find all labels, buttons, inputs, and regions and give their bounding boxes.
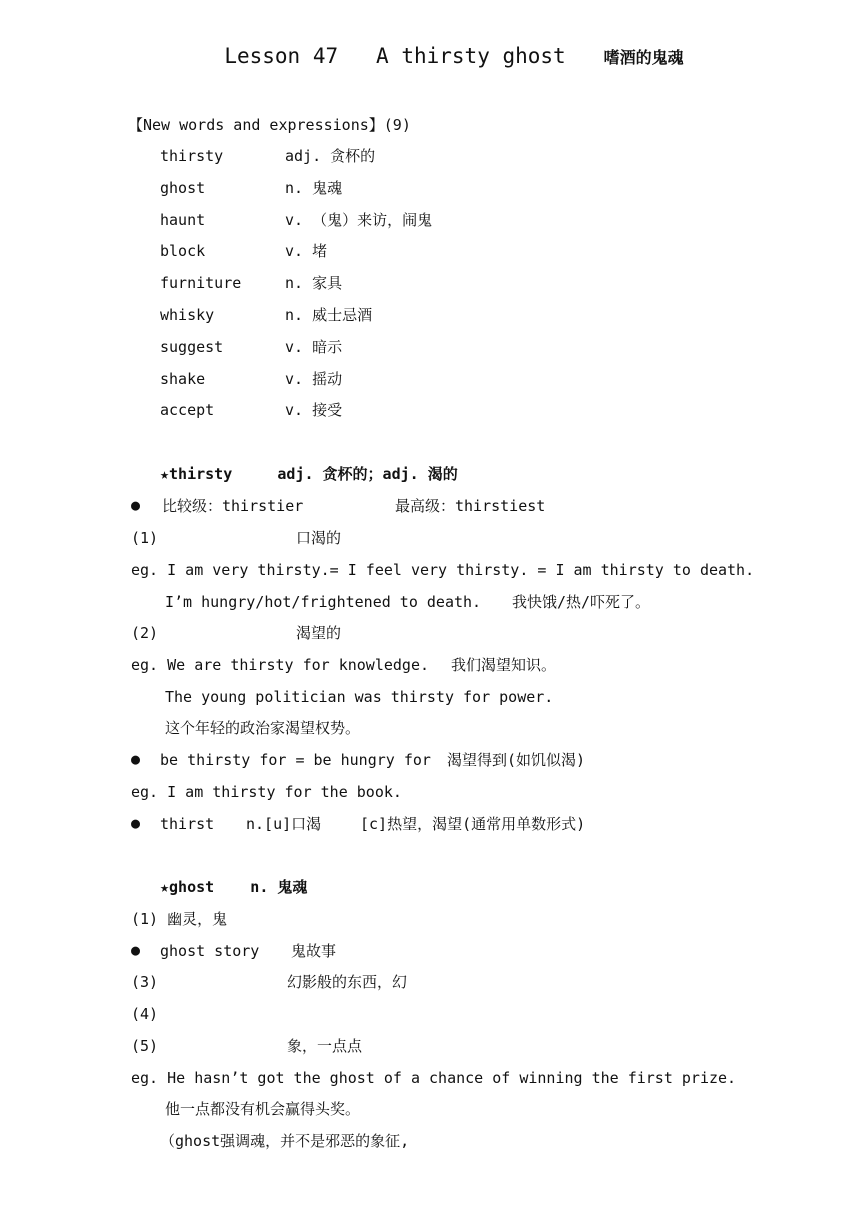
comparative: 比较级：thirstier bbox=[162, 497, 304, 515]
lesson-title-chinese: 嗜酒的鬼魂 bbox=[603, 48, 684, 67]
vocab-def: v. 堵 bbox=[285, 242, 328, 261]
superlative: 最高级：thirstiest bbox=[395, 497, 546, 515]
example-sentence: I’m hungry/hot/frightened to death. bbox=[165, 593, 482, 611]
vocab-word: block bbox=[160, 242, 206, 261]
example-sentence: eg. I am thirsty for the book. bbox=[131, 783, 402, 801]
thirst-word: thirst bbox=[160, 815, 215, 833]
vocab-word: accept bbox=[160, 401, 215, 420]
sense-number: (5) bbox=[131, 1037, 159, 1055]
lesson-title: Lesson 47 A thirsty ghost bbox=[224, 44, 566, 68]
thirsty-header: ★thirsty adj. 贪杯的；adj. 渴的 bbox=[160, 465, 458, 483]
sense-text: 口渴的 bbox=[296, 529, 342, 547]
phrase-translation: 渴望得到(如饥似渴) bbox=[447, 751, 586, 769]
sense-text: 幻影般的东西，幻 bbox=[287, 973, 408, 991]
phrase: be thirsty for = be hungry for bbox=[160, 751, 431, 769]
example-translation: 我快饿/热/吓死了。 bbox=[512, 593, 651, 611]
vocab-word: whisky bbox=[160, 305, 215, 324]
phrase: ghost story bbox=[160, 942, 260, 960]
page-title bbox=[0, 44, 860, 68]
vocab-def: n. 家具 bbox=[285, 274, 343, 293]
sense-number: (4) bbox=[131, 1005, 159, 1023]
vocab-def: v. 接受 bbox=[285, 401, 343, 420]
vocab-word: shake bbox=[160, 369, 206, 388]
example-translation: 他一点都没有机会赢得头奖。 bbox=[165, 1100, 361, 1118]
sense-text: 象，一点点 bbox=[287, 1037, 363, 1055]
example-sentence: eg. I am very thirsty.= I feel very thirsty. = I am thirsty to death. bbox=[131, 561, 755, 579]
vocab-word: furniture bbox=[160, 274, 242, 293]
new-words-heading: 【New words and expressions】(9) bbox=[128, 116, 411, 134]
note-text: （ghost强调魂，并不是邪恶的象征, bbox=[160, 1132, 410, 1150]
vocab-def: adj. 贪杯的 bbox=[285, 147, 376, 165]
example-sentence: The young politician was thirsty for power. bbox=[165, 688, 554, 706]
vocab-def: v. 暗示 bbox=[285, 337, 343, 356]
phrase-translation: 鬼故事 bbox=[291, 942, 337, 960]
vocab-word: haunt bbox=[160, 210, 206, 229]
bullet-icon: ● bbox=[131, 750, 141, 768]
vocab-word: thirsty bbox=[160, 147, 224, 165]
bullet-icon: ● bbox=[131, 941, 141, 959]
example-translation: 我们渴望知识。 bbox=[451, 656, 557, 674]
example-sentence: eg. He hasn’t got the ghost of a chance of winning the first prize. bbox=[131, 1069, 737, 1087]
sense-number: (3) bbox=[131, 973, 159, 991]
bullet-icon: ● bbox=[131, 814, 141, 832]
vocab-def: n. 鬼魂 bbox=[285, 178, 343, 197]
vocab-word: ghost bbox=[160, 178, 206, 197]
example-sentence: eg. We are thirsty for knowledge. bbox=[131, 656, 430, 674]
sense-number: (1) bbox=[131, 529, 159, 547]
sense-text: 渴望的 bbox=[296, 624, 342, 642]
sense-number: (2) bbox=[131, 624, 159, 642]
vocab-def: n. 威士忌酒 bbox=[285, 305, 373, 324]
vocab-word: suggest bbox=[160, 337, 224, 356]
sense-text: (1) 幽灵，鬼 bbox=[131, 910, 228, 928]
thirst-definition: n.[u]口渴 bbox=[246, 815, 322, 833]
ghost-header: ★ghost n. 鬼魂 bbox=[160, 878, 308, 896]
vocab-def: v. 摇动 bbox=[285, 369, 343, 388]
bullet-icon: ● bbox=[131, 496, 141, 514]
example-translation: 这个年轻的政治家渴望权势。 bbox=[165, 719, 361, 737]
thirst-definition: [c]热望，渴望(通常用单数形式) bbox=[360, 815, 586, 833]
vocab-def: v. （鬼）来访，闹鬼 bbox=[285, 210, 433, 229]
